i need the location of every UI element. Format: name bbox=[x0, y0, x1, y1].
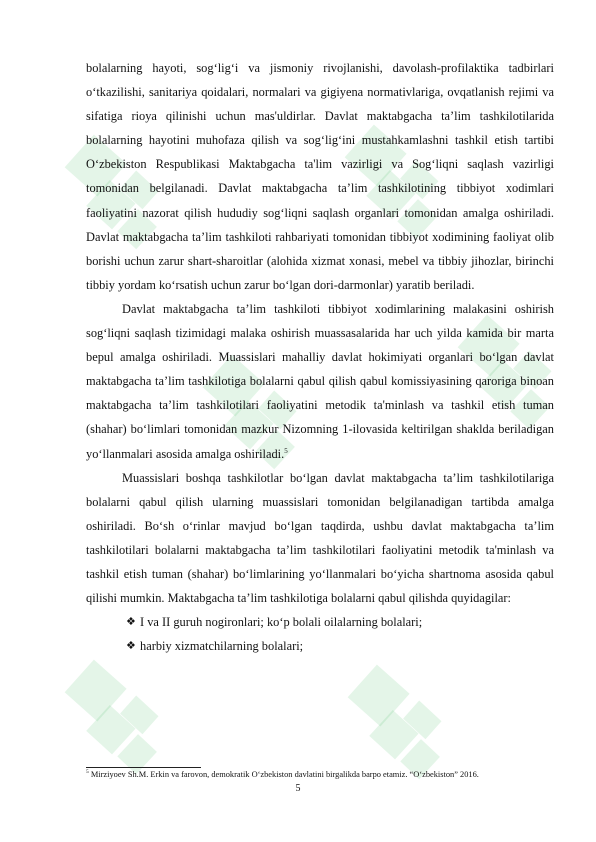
footnote-text: Mirziyoev Sh.M. Erkin va farovon, demokratik O‘zbekiston davlatini birgalikda barpo etamiz. “O‘zbekiston” 2016. bbox=[88, 770, 479, 779]
list-item bbox=[86, 634, 554, 658]
diamond-bullet-icon: ❖ bbox=[126, 640, 136, 653]
footnote-number: 5 bbox=[86, 769, 89, 776]
paragraph-text: Davlat maktabgacha ta’lim tashkiloti tibbiyot xodimlarining malakasini oshirish sog‘liqni saqlash tizimidagi malaka oshirish muassasalarida har uch yilda kamida bir marta bepul amalga oshiriladi. Muassislari mahalliy davlat hokimiyati organlari bo‘lgan davlat maktabgacha ta’lim tashkilotiga bolalarni qabul qilish qabul komissiyasining qaroriga binoan maktabgacha ta’lim tashkilotilari faoliyatini metodik ta'minlash va tashkil etish tuman (shahar) bo‘limlari tomonidan mazkur Nizomning 1-ilovasida keltirilgan shaklda beriladigan yo‘llanmalari asosida amalga oshiriladi. bbox=[86, 301, 554, 461]
paragraph: Muassislari boshqa tashkilotlar bo‘lgan davlat maktabgacha ta’lim tashkilotilariga bolalarni qabul qilish ularning muassislari tomonidan belgilanadigan tartibda amalga oshiriladi. Bo‘sh o‘rinlar mavjud bo‘lgan taqdirda, ushbu davlat maktabgacha ta’lim tashkilotilari bolalarni maktabgacha ta’lim tashkilotilari faoliyatini metodik ta'minlash va tashkil etish tuman (shahar) bo‘limlarining yo‘llanmalari bo‘yicha shartnoma asosida qabul qilishi mumkin. Maktabgacha ta’lim tashkilotiga bolalarni qabul qilishda quyidagilar: bbox=[86, 470, 554, 606]
body-text bbox=[86, 56, 554, 658]
paragraph: bolalarning hayoti, sog‘lig‘i va jismoniy rivojlanishi, davolash-profilaktika tadbirlari o‘tkazilishi, sanitariya qoidalari, normalari va gigiyena normativlariga, ovqatlanish rejimi va sifatiga rioya qilinishi uchun mas'uldirlar. Davlat maktabgacha ta’lim tashkilotilarida bolalarning hayotini muhofaza qilish va sog‘lig‘ini mustahkamlashni tashkil etish tartibi O‘zbekiston Respublikasi Maktabgacha ta'lim vazirligi va Sog‘liqni saqlash vazirligi tomonidan belgilanadi. Davlat maktabgacha ta’lim tashkilotining tibbiyot xodimlari faoliyatini nazorat qilish hududiy sog‘liqni saqlash organlari tomonidan amalga oshiriladi. Davlat maktabgacha ta’lim tashkiloti rahbariyati tomonidan tibbiyot xodimining faoliyat olib borishi uchun zarur shart-sharoitlar (alohida xizmat xonasi, mebel va tibbiy jihozlar, birinchi tibbiy yordam ko‘rsatish uchun zarur bo‘lgan dori-darmonlar) yaratib beriladi. bbox=[86, 61, 554, 292]
footnote bbox=[86, 769, 556, 780]
list-item bbox=[86, 610, 554, 634]
footnote-separator bbox=[86, 767, 201, 768]
paragraph bbox=[86, 297, 554, 466]
watermark-logo bbox=[57, 645, 176, 787]
bullet-list bbox=[86, 610, 554, 658]
footnote-reference: 5 bbox=[284, 446, 288, 455]
diamond-bullet-icon: ❖ bbox=[126, 616, 136, 629]
list-item-text: I va II guruh nogironlari; ko‘p bolali oilalarning bolalari; bbox=[140, 615, 423, 630]
page-number: 5 bbox=[295, 783, 301, 794]
list-item-text: harbiy xizmatchilarning bolalari; bbox=[140, 639, 304, 654]
